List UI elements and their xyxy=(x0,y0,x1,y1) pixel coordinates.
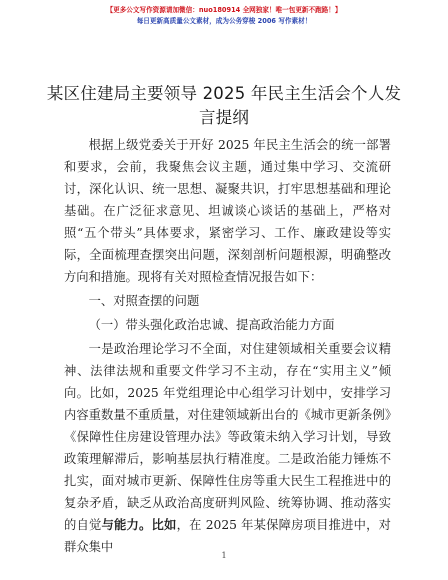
paragraph-text: 一是政治理论学习不全面，对住建领域相关重要会议精神、法律法规和重要文件学习不主动，存在“实用主义”倾向。比如，2025 年党组理论中心组学习计划中，安排学习内容重数量不重质量，对住建领域新出台的《城市更新条例》《保障性住房建设管理办法》等政策未纳入学习计划，导致政策理解滞后，影响基层执行精准度。二是政治能力锤炼不扎实，面对城市更新、保障性住房等重大民生工程推进中的复杂矛盾，缺乏从政治高度研判风险、统筹协调、推动落实的自觉 xyxy=(64,342,391,532)
paragraph-tail-text: ，在 2025 年某保障房项目推进中，对群众集中 xyxy=(64,518,391,554)
section-heading: 一、对照查摆的问题 xyxy=(88,294,200,308)
promo-banner-line2: 每日更新高质量公文素材，成为公务穿梭 2006 写作素材！ xyxy=(136,17,312,25)
paragraph-bold-text: 与能力。比如 xyxy=(101,517,177,532)
page-number: 1 xyxy=(221,551,227,560)
document-body xyxy=(64,134,391,558)
promo-banner xyxy=(0,5,448,27)
document-title: 某区住建局主要领导 2025 年民主生活会个人发言提纲 xyxy=(46,84,402,127)
promo-banner-line1: 【更多公文写作资源请加微信：nuo180914 全网独家！唯一包更新不跑路！】 xyxy=(106,6,342,14)
subsection-heading: （一）带头强化政治忠诚、提高政治能力方面 xyxy=(88,318,335,332)
intro-paragraph: 根据上级党委关于开好 2025 年民主生活会的统一部署和要求，会前，我聚焦会议主题，通过集中学习、交流研讨，深化认识、统一思想、凝聚共识，打牢思想基础和理论基础。在广泛征求意见、坦诚谈心谈话的基础上，严格对照“五个带头”具体要求，紧密学习、工作、廉政建设等实际，全面梳理查摆突出问题，深刻剖析问题根源，明确整改方向和措施。现将有关对照检查情况报告如下： xyxy=(64,138,391,284)
paragraph-political-ability xyxy=(64,338,391,558)
